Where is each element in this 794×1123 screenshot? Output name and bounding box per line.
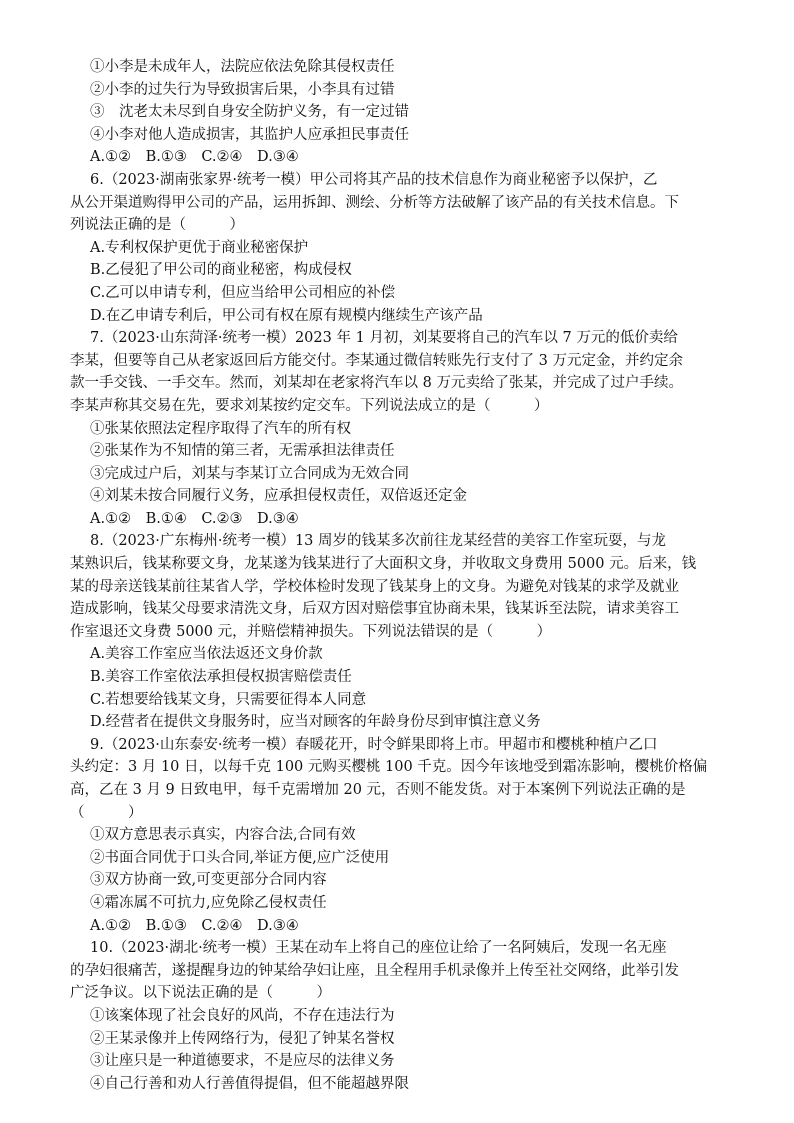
question-stem-line: 10.（2023·湖北·统考一模）王某在动车上将自己的座位让给了一名阿姨后，发现一名无座 — [90, 940, 667, 957]
document-page — [70, 56, 732, 1095]
option-line: ④刘某未按合同履行义务，应承担侵权责任，双倍返还定金 — [90, 488, 467, 505]
question-stem-line: 李某，但要等自己从老家返回后方能交付。李某通过微信转账先行支付了 3 万元定金，并约定余 — [70, 352, 683, 369]
option-line: ③完成过户后，刘某与李某订立合同成为无效合同 — [90, 465, 409, 482]
question-stem-line: 头约定：3 月 10 日，以每千克 100 元购买樱桃 100 千克。因今年该地受到霜冻影响，樱桃价格偏 — [70, 759, 708, 776]
question-stem-line: 8.（2023·广东梅州·统考一模）13 周岁的钱某多次前往龙某经营的美容工作室玩耍，与龙 — [90, 533, 667, 550]
question-6 — [70, 169, 732, 327]
question-stem-line: 某熟识后，钱某称要文身，龙某遂为钱某进行了大面积文身，并收取文身费用 5000 元。后来，钱 — [70, 556, 697, 573]
question-7 — [70, 327, 732, 530]
question-stem-line: 作室退还文身费 5000 元，并赔偿精神损失。下列说法错误的是（ ） — [70, 623, 552, 640]
question-stem-line: （ ） — [70, 804, 143, 821]
question-10 — [70, 937, 732, 1095]
question-stem-line: 从公开渠道购得甲公司的产品，运用拆卸、测绘、分析等方法破解了该产品的有关技术信息。下 — [70, 194, 679, 211]
option-line: ④小李对他人造成损害，其监护人应承担民事责任 — [90, 126, 409, 143]
question-stem-line: 列说法正确的是（ ） — [70, 217, 244, 234]
option-line: C.乙可以申请专利，但应当给甲公司相应的补偿 — [90, 284, 396, 301]
option-line: ②小李的过失行为导致损害后果，小李具有过错 — [90, 81, 395, 98]
option-line: ①张某依照法定程序取得了汽车的所有权 — [90, 420, 351, 437]
question-stem-line: 高，乙在 3 月 9 日致电甲，每千克需增加 20 元，否则不能发货。对于本案例下列说法正确的是 — [70, 782, 686, 798]
answer-choices: A.①② B.①④ C.②③ D.③④ — [90, 510, 299, 527]
option-line: ④自己行善和劝人行善值得提倡，但不能超越界限 — [90, 1075, 409, 1092]
option-line: C.若想要给钱某文身，只需要征得本人同意 — [90, 691, 367, 708]
question-stem-line: 李某声称其交易在先，要求刘某按约定交车。下列说法成立的是（ ） — [70, 397, 549, 414]
question-stem-line: 7.（2023·山东菏泽·统考一模）2023 年 1 月初，刘某要将自己的汽车以 7 万元的低价卖给 — [90, 330, 678, 347]
question-stem-line: 广泛争议。以下说法正确的是（ ） — [70, 985, 331, 1002]
option-line: A.美容工作室应当依法返还文身价款 — [90, 646, 323, 663]
question-stem-line: 造成影响，钱某父母要求清洗文身，后双方因对赔偿事宜协商未果，钱某诉至法院，请求美容工 — [70, 601, 679, 618]
option-line: ①该案体现了社会良好的风尚，不存在违法行为 — [90, 1007, 395, 1024]
option-line: ②张某作为不知情的第三者，无需承担法律责任 — [90, 443, 395, 460]
question-stem-line: 某的母亲送钱某前往某省人学，学校体检时发现了钱某身上的文身。为避免对钱某的求学及就业 — [70, 578, 679, 595]
question-stem-line: 款一手交钱、一手交车。然而，刘某却在老家将汽车以 8 万元卖给了张某，并完成了过户手续。 — [70, 375, 683, 392]
option-line: ④霜冻属不可抗力,应免除乙侵权责任 — [90, 894, 327, 911]
question-9 — [70, 734, 732, 937]
option-line: ③ 沈老太未尽到自身安全防护义务，有一定过错 — [90, 104, 409, 121]
option-line: ①双方意思表示真实，内容合法,合同有效 — [90, 827, 356, 844]
question-8 — [70, 530, 732, 733]
option-line: B.美容工作室依法承担侵权损害赔偿责任 — [90, 669, 352, 686]
option-line: ②王某录像并上传网络行为，侵犯了钟某名誉权 — [90, 1030, 395, 1047]
question-stem-line: 的孕妇很痛苦，遂提醒身边的钟某给孕妇让座，且全程用手机录像并上传至社交网络，此举引发 — [70, 962, 679, 979]
option-line: ②书面合同优于口头合同,举证方便,应广泛使用 — [90, 849, 390, 866]
question-stem-line: 6.（2023·湖南张家界·统考一模）甲公司将其产品的技术信息作为商业秘密予以保护，乙 — [90, 171, 658, 188]
option-line: ③让座只是一种道德要求，不是应尽的法律义务 — [90, 1053, 395, 1070]
answer-choices: A.①② B.①③ C.②④ D.③④ — [90, 149, 299, 166]
answer-choices: A.①② B.①③ C.②④ D.③④ — [90, 917, 299, 934]
option-line: D.在乙申请专利后，甲公司有权在原有规模内继续生产该产品 — [90, 307, 483, 324]
question-5-tail — [70, 56, 732, 169]
option-line: A.专利权保护更优于商业秘密保护 — [90, 239, 309, 256]
option-line: ①小李是未成年人，法院应依法免除其侵权责任 — [90, 59, 395, 75]
option-line: ③双方协商一致,可变更部分合同内容 — [90, 872, 327, 889]
option-line: D.经营者在提供文身服务时，应当对顾客的年龄身份尽到审慎注意义务 — [90, 714, 541, 731]
option-line: B.乙侵犯了甲公司的商业秘密，构成侵权 — [90, 262, 352, 279]
question-stem-line: 9.（2023·山东泰安·统考一模）春暖花开，时令鲜果即将上市。甲超市和樱桃种植户乙口 — [90, 736, 658, 753]
